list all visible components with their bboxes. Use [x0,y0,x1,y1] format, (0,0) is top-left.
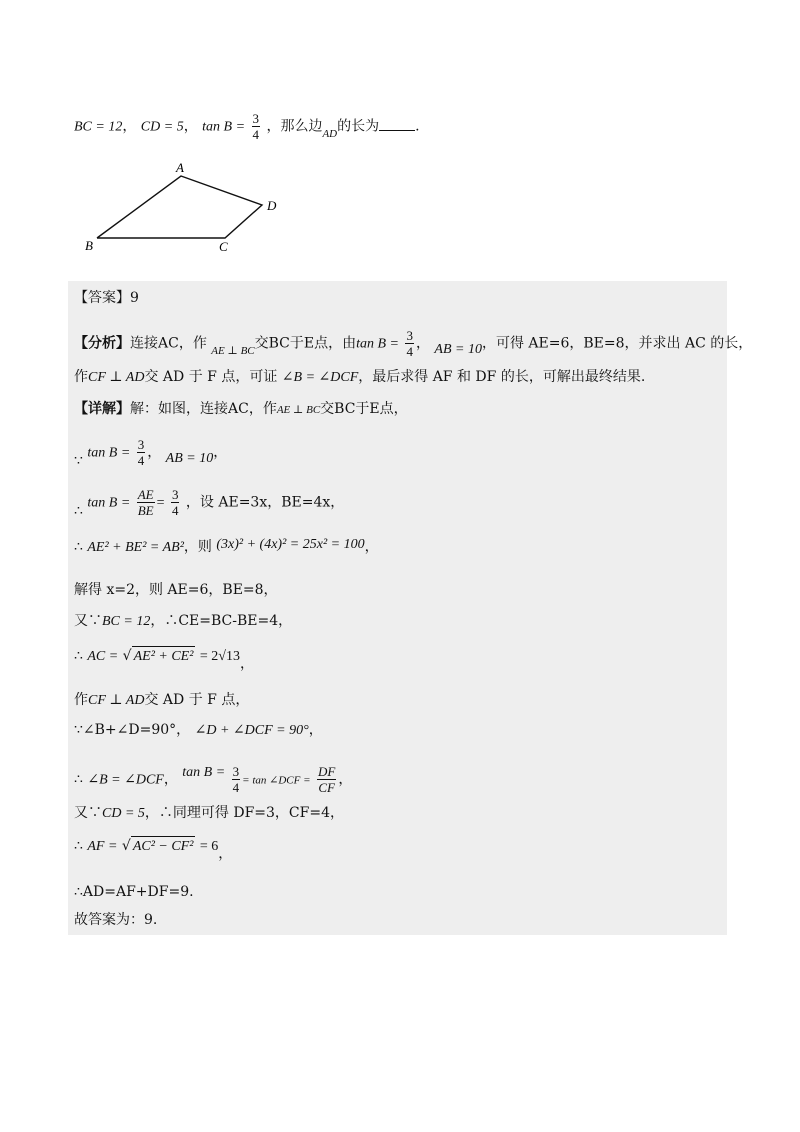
ac-rhs: = 2√13 [199,649,240,664]
sqrt-symbol: √ [122,648,132,664]
fraction-denominator: BE [137,503,154,518]
detail-line-3 [74,487,344,518]
because-symbol: ∵ [74,452,83,469]
angle-sum-equation: ∠D + ∠DCF = 90° [194,723,309,738]
fraction-numerator: 3 [252,111,259,126]
cf-perp-ad: CF ⊥ AD [88,370,145,385]
fraction [252,111,261,142]
ab-equation: AB = 10 [165,450,214,466]
separator: ， [338,771,353,788]
separator: ， [239,656,254,672]
separator: ， [122,118,137,135]
answer-value: 9 [130,290,139,306]
therefore-symbol: ∴ [74,771,83,788]
tan-b: tan B = [87,495,131,511]
detail-text: 又∵ [74,805,102,821]
label-d: D [267,198,277,213]
detail-label: 【详解】 [74,401,130,417]
fraction-numerator: 3 [406,328,413,343]
detail-line-14 [74,910,157,930]
tan-b-lhs: tan B = [202,119,246,135]
detail-line-12 [74,836,233,862]
radicand: AC² − CF² [131,836,196,857]
fraction [171,487,180,518]
therefore-symbol: ∴ [74,648,83,664]
detail-text: ∵∠B+∠D=90°， [74,722,191,738]
fraction-numerator: 3 [232,764,240,779]
detail-text: 故答案为：9. [74,912,158,928]
fraction-denominator: 4 [252,127,259,142]
fraction [405,328,414,359]
separator: ， [183,118,198,135]
separator: ， [163,771,178,788]
detail-text: 又∵ [74,613,102,629]
detail-text: ，则 [183,539,212,555]
analysis-label: 【分析】 [74,335,130,352]
answer-label: 【答案】 [74,290,130,306]
bc-equation: BC = 12 [74,119,123,135]
detail-text: 交BC于E点， [320,401,408,417]
answer-blank [379,118,415,131]
separator: ， [218,846,233,862]
detail-text: ，∴CE=BC-BE=4， [150,613,293,629]
pythagoras-equation: AE² + BE² = AB² [87,540,184,555]
fraction-denominator: 4 [232,780,240,795]
fraction-denominator: CF [318,780,335,795]
analysis-line-1 [74,328,752,359]
fraction-denominator: 4 [171,503,179,518]
analysis-text: 交 AD 于 F 点，可证 [144,369,278,385]
ad-symbol: AD [322,127,338,140]
cd-equation: CD = 5 [102,806,145,821]
cd-equation: CD = 5 [140,119,184,135]
detail-text: 解：如图，连接AC，作 [130,401,277,417]
analysis-text: ，可得 AE=6，BE=8，并求出 AC 的长， [481,335,753,352]
label-c: C [219,239,228,254]
label-b: B [85,238,93,253]
detail-line-8 [74,690,249,711]
question-line [74,111,420,142]
tan-b: tan B = [87,445,131,461]
tan-b: tan B = [356,336,399,352]
ab-equation: AB = 10 [434,341,482,357]
detail-line-9 [74,720,323,741]
analysis-text: 连接AC，作 [130,335,207,352]
question-text-end: 的长为 [337,118,380,135]
fraction-denominator: 4 [406,344,413,359]
detail-line-7 [74,646,254,672]
fraction-numerator: 3 [171,487,179,502]
expansion-equation: (3x)² + (4x)² = 25x² = 100 [216,537,365,552]
analysis-text: 作 [74,369,88,385]
angle-equation: ∠B = ∠DCF [87,772,164,788]
question-period: . [415,118,420,135]
analysis-line-2 [74,367,645,388]
fraction [137,437,146,468]
af-lhs: AF = [87,839,118,854]
analysis-text: 交BC于E点，由 [254,335,357,352]
detail-line-11 [74,803,344,824]
therefore-symbol: ∴ [74,838,83,854]
label-a: A [176,160,184,175]
detail-line-4 [74,537,379,558]
analysis-text: ，最后求得 AF 和 DF 的长，可解出最终结果. [358,369,646,385]
fraction [317,764,336,795]
detail-text: ，设 AE=3x，BE=4x， [185,494,345,511]
detail-text: ∴AD=AF+DF=9. [74,884,194,900]
tan-dcf: = tan ∠DCF = [242,774,311,787]
question-text: ，那么边 [266,118,323,135]
radicand: AE² + CE² [132,646,196,667]
detail-line-10 [74,764,352,795]
angle-equation: ∠B = ∠DCF [281,370,359,385]
separator: ， [308,722,323,738]
fraction [232,764,241,795]
answer-line [74,288,139,308]
separator: ， [147,444,162,461]
fraction [137,487,155,518]
bc-equation: BC = 12 [102,614,151,629]
detail-line-13 [74,882,194,902]
sqrt-symbol: √ [121,838,131,854]
detail-text: 交 AD 于 F 点， [144,692,250,708]
ae-perp-bc: AE ⊥ BC [276,404,321,416]
ae-perp-bc: AE ⊥ BC [211,344,255,357]
quadrilateral-figure [80,158,290,258]
tan-b: tan B = [182,764,226,780]
fraction-numerator: AE [137,487,154,502]
cf-perp-ad: CF ⊥ AD [88,693,145,708]
detail-line-2 [74,437,227,468]
detail-text: 解得 x=2，则 AE=6，BE=8， [74,582,278,598]
therefore-symbol: ∴ [74,502,83,519]
fraction-numerator: DF [317,764,336,779]
separator: ， [213,444,228,461]
detail-text: ，∴同理可得 DF=3，CF=4， [144,805,344,821]
detail-line-5 [74,580,278,600]
detail-text: 作 [74,692,88,708]
separator: ， [415,335,430,352]
therefore-symbol: ∴ [74,539,83,555]
fraction-denominator: 4 [137,453,145,468]
fraction-numerator: 3 [137,437,145,452]
ac-lhs: AC = [87,649,119,664]
equals-sign: = [156,495,165,511]
af-rhs: = 6 [199,839,219,854]
separator: ， [364,539,379,555]
quadrilateral-shape [97,176,262,238]
detail-line-1 [74,399,408,420]
detail-line-6 [74,611,292,632]
